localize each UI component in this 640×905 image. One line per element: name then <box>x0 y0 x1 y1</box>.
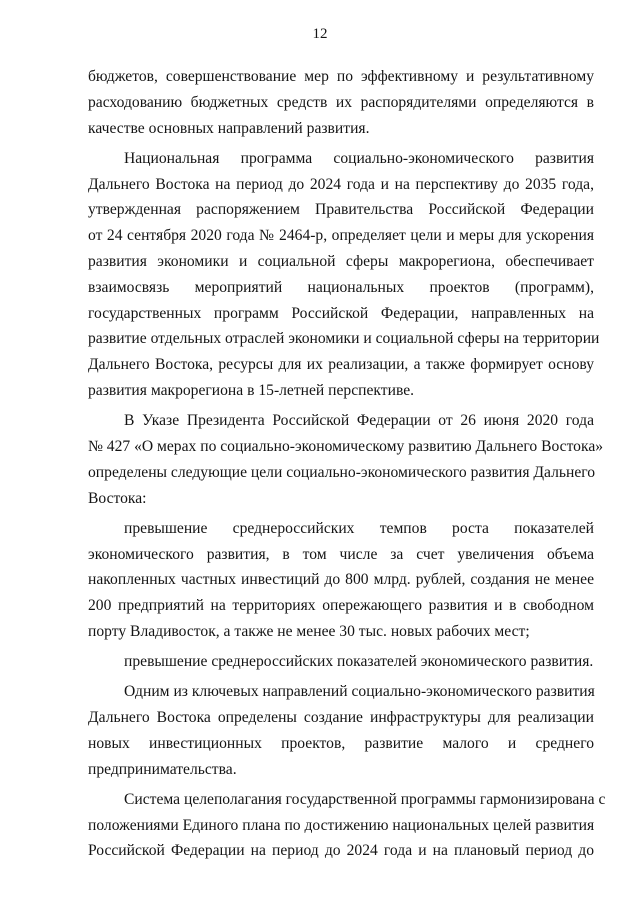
text-line: положениями Единого плана по достижению национальных целей развития <box>88 816 595 834</box>
text-line: накопленных частных инвестиций до 800 млрд. рублей, создания не менее <box>88 571 594 589</box>
text-line: превышение среднероссийских показателей экономического развития. <box>124 653 594 671</box>
text-line: Востока: <box>88 489 147 507</box>
text-line: предпринимательства. <box>88 760 237 778</box>
text-line: Национальная программа социально-экономического развития <box>124 149 594 167</box>
text-line: экономического развития, в том числе за счет увеличения объема <box>88 545 594 563</box>
text-line: развития экономики и социальной сферы макрорегиона, обеспечивает <box>88 252 594 270</box>
text-line: 200 предприятий на территориях опережающего развития и в свободном <box>88 597 594 615</box>
text-line: расходованию бюджетных средств их распорядителями определяются в <box>88 93 594 111</box>
text-line: порту Владивосток, а также не менее 30 тыс. новых рабочих мест; <box>88 622 530 640</box>
text-line: № 427 «О мерах по социально-экономическому развитию Дальнего Востока» <box>88 437 604 455</box>
text-line: превышение среднероссийских темпов роста показателей <box>124 519 594 537</box>
page-number: 12 <box>312 26 328 42</box>
paragraph <box>88 649 594 675</box>
text-line: от 24 сентября 2020 года № 2464-р, определяет цели и меры для ускорения <box>88 227 594 245</box>
paragraph <box>88 408 604 511</box>
text-line: бюджетов, совершенствование мер по эффективному и результативному <box>88 68 594 85</box>
text-line: качестве основных направлений развития. <box>88 119 370 137</box>
text-line: Дальнего Востока на период до 2024 года и на перспективу до 2035 года, <box>88 175 594 193</box>
text-line: Российской Федерации на период до 2024 года и на плановый период до <box>88 842 594 860</box>
paragraph <box>88 64 594 141</box>
text-line: государственных программ Российской Федерации, направленных на <box>88 304 594 322</box>
paragraph <box>88 146 600 404</box>
text-line: Дальнего Востока, ресурсы для их реализации, а также формирует основу <box>88 356 594 374</box>
text-line: развитие отдельных отраслей экономики и социальной сферы на территории <box>88 330 600 348</box>
text-line: определены следующие цели социально-экономического развития Дальнего <box>88 463 596 481</box>
paragraph <box>88 516 594 645</box>
document-body <box>88 64 606 864</box>
text-line: Система целеполагания государственной программы гармонизирована с <box>124 790 606 808</box>
paragraph <box>88 679 594 782</box>
paragraph <box>88 787 606 864</box>
text-line: Одним из ключевых направлений социально-экономического развития <box>124 683 595 701</box>
text-line: Дальнего Востока определены создание инфраструктуры для реализации <box>88 709 594 727</box>
text-line: утвержденная распоряжением Правительства Российской Федерации <box>88 201 594 219</box>
text-line: взаимосвязь мероприятий национальных проектов (программ), <box>88 278 594 296</box>
text-line: новых инвестиционных проектов, развитие малого и среднего <box>88 734 594 752</box>
text-line: В Указе Президента Российской Федерации от 26 июня 2020 года <box>124 412 594 430</box>
text-line: развития макрорегиона в 15-летней перспективе. <box>88 381 415 399</box>
